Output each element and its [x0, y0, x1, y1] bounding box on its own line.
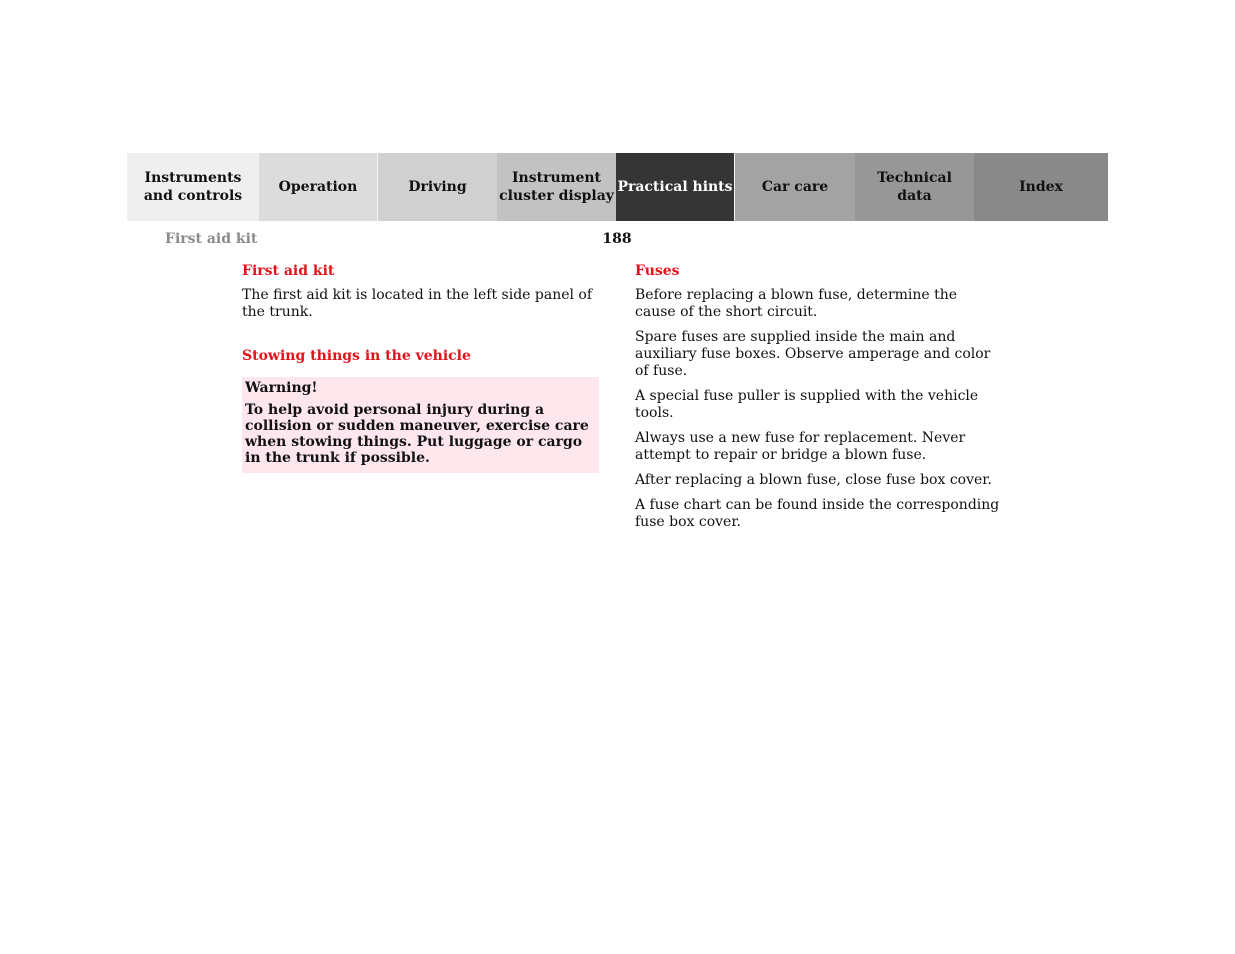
fuses-paragraph: Spare fuses are supplied inside the main and auxiliary fuse boxes. Observe amperage and color of fuse.	[635, 329, 991, 379]
tab-technical-data[interactable]: Technical data	[855, 153, 974, 221]
warning-text: To help avoid personal injury during a collision or sudden maneuver, exercise care when stowing things. Put luggage or cargo in the trunk if possible.	[245, 402, 589, 466]
section-nav	[127, 153, 1108, 221]
fuses-heading: Fuses	[635, 263, 680, 279]
running-head: First aid kit	[165, 231, 258, 247]
tab-car-care[interactable]: Car care	[735, 153, 855, 221]
fuses-paragraph: Always use a new fuse for replacement. Never attempt to repair or bridge a blown fuse.	[635, 430, 966, 463]
tab-operation[interactable]: Operation	[259, 153, 378, 221]
right-column	[635, 262, 1000, 539]
fuses-paragraph: A fuse chart can be found inside the corresponding fuse box cover.	[635, 497, 1000, 530]
warning-title: Warning!	[245, 380, 318, 396]
tab-index[interactable]: Index	[974, 153, 1108, 221]
page-number: 188	[602, 231, 632, 247]
fuses-paragraph: A special fuse puller is supplied with the vehicle tools.	[635, 388, 979, 421]
fuses-paragraph: Before replacing a blown fuse, determine the cause of the short circuit.	[635, 287, 958, 320]
tab-driving[interactable]: Driving	[378, 153, 497, 221]
tab-practical-hints[interactable]: Practical hints	[616, 153, 735, 221]
first-aid-kit-heading: First aid kit	[242, 263, 335, 279]
tab-instruments-and-controls[interactable]: Instruments and controls	[127, 153, 259, 221]
fuses-paragraph: After replacing a blown fuse, close fuse box cover.	[635, 472, 992, 488]
first-aid-kit-text: The first aid kit is located in the left side panel of the trunk.	[242, 287, 593, 320]
left-column	[242, 262, 602, 473]
stowing-things-heading: Stowing things in the vehicle	[242, 348, 471, 364]
tab-instrument-cluster-display[interactable]: Instrument cluster display	[497, 153, 616, 221]
warning-box	[242, 377, 599, 473]
